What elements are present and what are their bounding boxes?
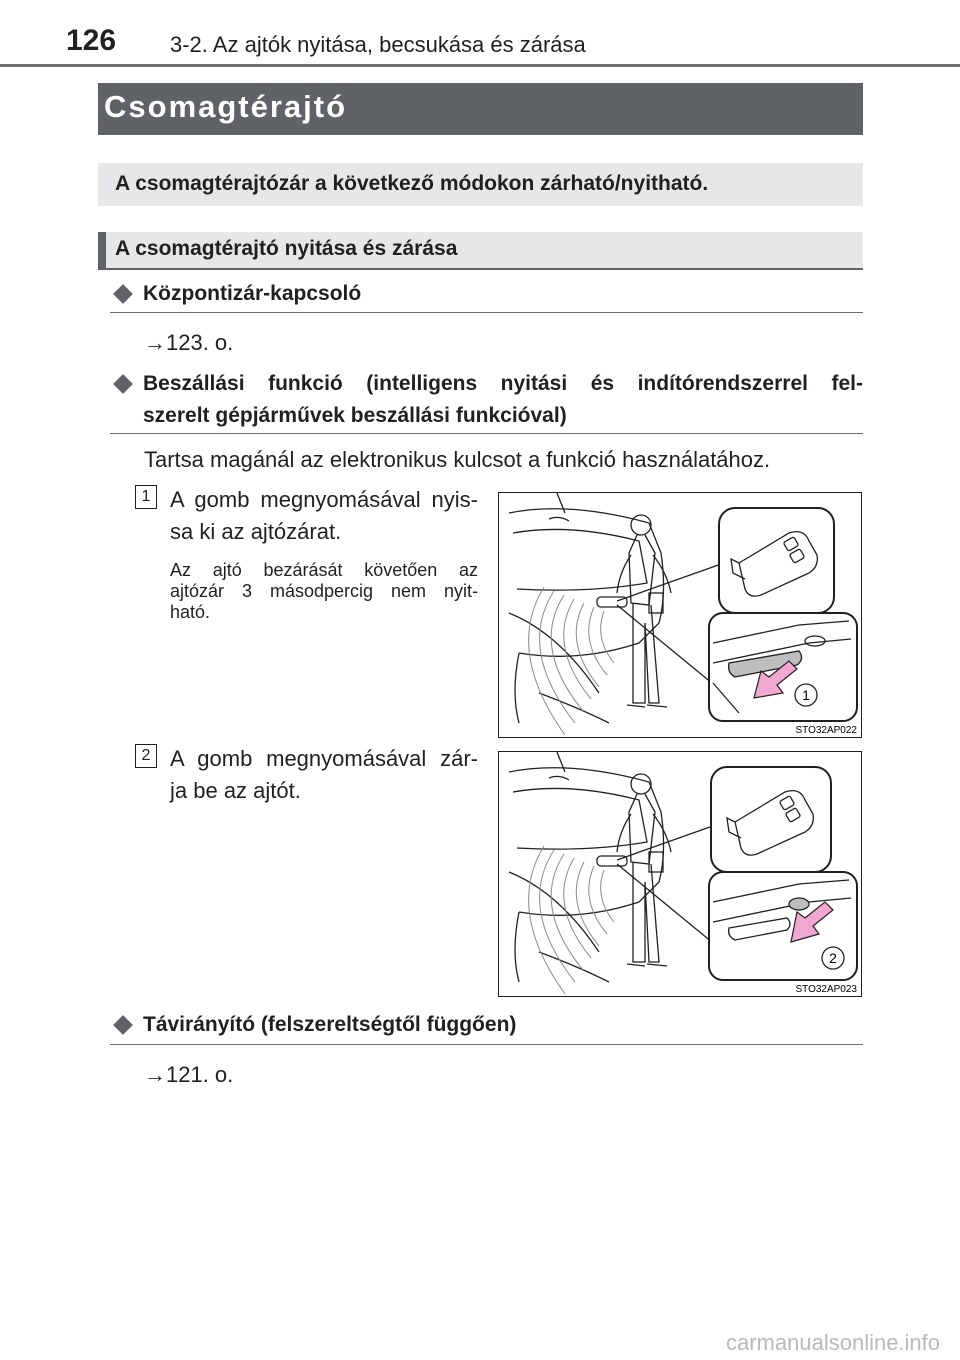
figure-code: STO32AP022	[795, 725, 857, 736]
callout-number: 1	[802, 687, 810, 703]
figure-unlock-illustration	[498, 492, 862, 738]
reference-text: 121. o.	[166, 1062, 234, 1087]
page-reference-121	[144, 1062, 233, 1088]
page-number: 126	[66, 24, 117, 57]
step1-text-line2: sa ki az ajtózárat.	[170, 519, 342, 544]
step-number-2: 2	[135, 744, 157, 768]
step-number-1: 1	[135, 485, 157, 509]
door-handle-inset	[709, 872, 857, 980]
item-divider	[110, 433, 863, 434]
figure-lock-illustration	[498, 751, 862, 997]
watermark: carmanualsonline.info	[726, 1330, 941, 1355]
item-heading-remote: Távirányító (felszereltségtől függően)	[143, 1013, 517, 1036]
item-divider	[110, 1044, 863, 1045]
key-fob-inset	[719, 508, 834, 613]
item-heading-entry-line1: Beszállási funkció (intelligens nyitási és indítórendszerrel fel-	[143, 372, 863, 395]
arrow-right-icon: →	[144, 1062, 166, 1087]
key-fob-inset	[711, 767, 831, 872]
bullet-diamond-icon	[113, 374, 133, 394]
door-handle-inset	[709, 613, 857, 721]
reference-text: 123. o.	[166, 330, 234, 355]
subsection-underline	[98, 268, 863, 270]
subsection-heading: A csomagtérajtó nyitása és zárása	[115, 237, 458, 260]
step1-note-line3: ható.	[170, 602, 211, 622]
car-rear-illustration	[509, 752, 664, 982]
step1-note-line2: ajtózár 3 másodpercig nem nyit-	[170, 581, 478, 601]
running-head: 3-2. Az ajtók nyitása, becsukása és zárása	[170, 32, 586, 57]
item-heading-central-lock: Központizár-kapcsoló	[143, 282, 362, 305]
step2-text-line2: ja be az ajtót.	[170, 778, 301, 803]
header-divider	[0, 64, 960, 67]
bullet-diamond-icon	[113, 284, 133, 304]
car-rear-illustration	[509, 493, 664, 723]
step2-text-line1: A gomb megnyomásával zár-	[170, 746, 478, 771]
callout-number: 2	[829, 950, 837, 966]
step1-text-line1: A gomb megnyomásával nyis-	[170, 487, 478, 512]
item-divider	[110, 312, 863, 313]
page-title: Csomagtérajtó	[104, 89, 348, 124]
signal-waves	[529, 587, 614, 735]
signal-waves	[529, 846, 614, 994]
arrow-right-icon: →	[144, 330, 166, 355]
step1-note-line1: Az ajtó bezárását követően az	[170, 560, 478, 580]
page-reference-123	[144, 330, 233, 356]
entry-instruction: Tartsa magánál az elektronikus kulcsot a funkció használatához.	[144, 447, 771, 472]
intro-text: A csomagtérajtózár a következő módokon zárható/nyitható.	[115, 172, 709, 195]
item-heading-entry-line2: szerelt gépjárművek beszállási funkcióval)	[143, 404, 567, 427]
bullet-diamond-icon	[113, 1015, 133, 1035]
figure-code: STO32AP023	[795, 984, 857, 995]
